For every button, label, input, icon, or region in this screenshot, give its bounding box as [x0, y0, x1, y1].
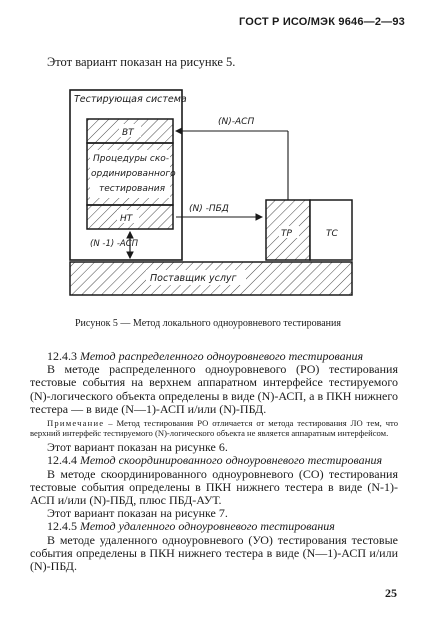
body-text [30, 346, 398, 573]
section-number: 12.4.5 [47, 519, 77, 534]
nt-label: НТ [120, 214, 133, 224]
section-number: 12.4.3 [47, 349, 77, 363]
paragraph: В методе удаленного одноуровневого (УО) тестирования тестовые события определены в ПКН нижнего тестера в виде (N—1)-АСП и/или (N)-ПБД. [30, 532, 398, 574]
page-number: 25 [385, 586, 397, 600]
note [30, 419, 398, 438]
page-header: ГОСТ Р ИСО/МЭК 9646—2—93 [238, 16, 405, 28]
testing-system-label: Тестирующая система [74, 94, 187, 105]
figure-caption: Рисунок 5 — Метод локального одноуровневого тестирования [75, 318, 341, 329]
n1-asp-label: (N -1) -АСП [90, 239, 139, 249]
n-asp-label: (N)-АСП [218, 117, 255, 127]
note-text: – Метод тестирования РО отличается от метода тестирования ЛО тем, что верхний интерфейс тестируемого (N)-логического объекта не является аппаратным интерфейсом. [30, 418, 398, 438]
section-title: Метод скоординированного одноуровневого тестирования [80, 453, 383, 468]
vt-label: ВТ [122, 128, 134, 138]
service-provider-label: Поставщик услуг [150, 273, 237, 284]
paragraph: Этот вариант показан на рисунке 6. [47, 440, 228, 455]
section-number: 12.4.4 [47, 453, 77, 468]
section-title: Метод удаленного одноуровневого тестирования [80, 519, 335, 534]
procedures-line-3: тестирования [99, 184, 166, 194]
paragraph: В методе распределенного одноуровневого (РО) тестирования тестовые события на верхнем аппаратном интерфейсе тестируемого (N)-логического объекта определены в виде (N)-АСП, а в ПКН нижнего тестера — в виде (N—1)-АСП и/или (N)-ПБД. [30, 362, 398, 416]
paragraph: В методе скоординированного одноуровневого (СО) тестирования тестовые события определены в ПКН нижнего тестера в виде (N‑1)-АСП и/или (N)-ПБД, плюс ПБД-АУТ. [30, 466, 398, 508]
procedures-line-2: ординированного [91, 169, 176, 179]
paragraph: Этот вариант показан на рисунке 7. [47, 506, 228, 521]
intro-line: Этот вариант показан на рисунке 5. [47, 55, 236, 69]
section-12-4-5 [30, 520, 398, 533]
note-label: Примечание [47, 418, 105, 429]
section-title: Метод распределенного одноуровневого тестирования [80, 349, 364, 363]
section-12-4-4 [30, 454, 398, 467]
ts-label: ТС [326, 229, 338, 239]
n-pbd-label: (N) -ПБД [189, 204, 229, 214]
tr-label: ТР [281, 229, 292, 239]
procedures-line-1: Процедуры ско- [93, 154, 170, 164]
